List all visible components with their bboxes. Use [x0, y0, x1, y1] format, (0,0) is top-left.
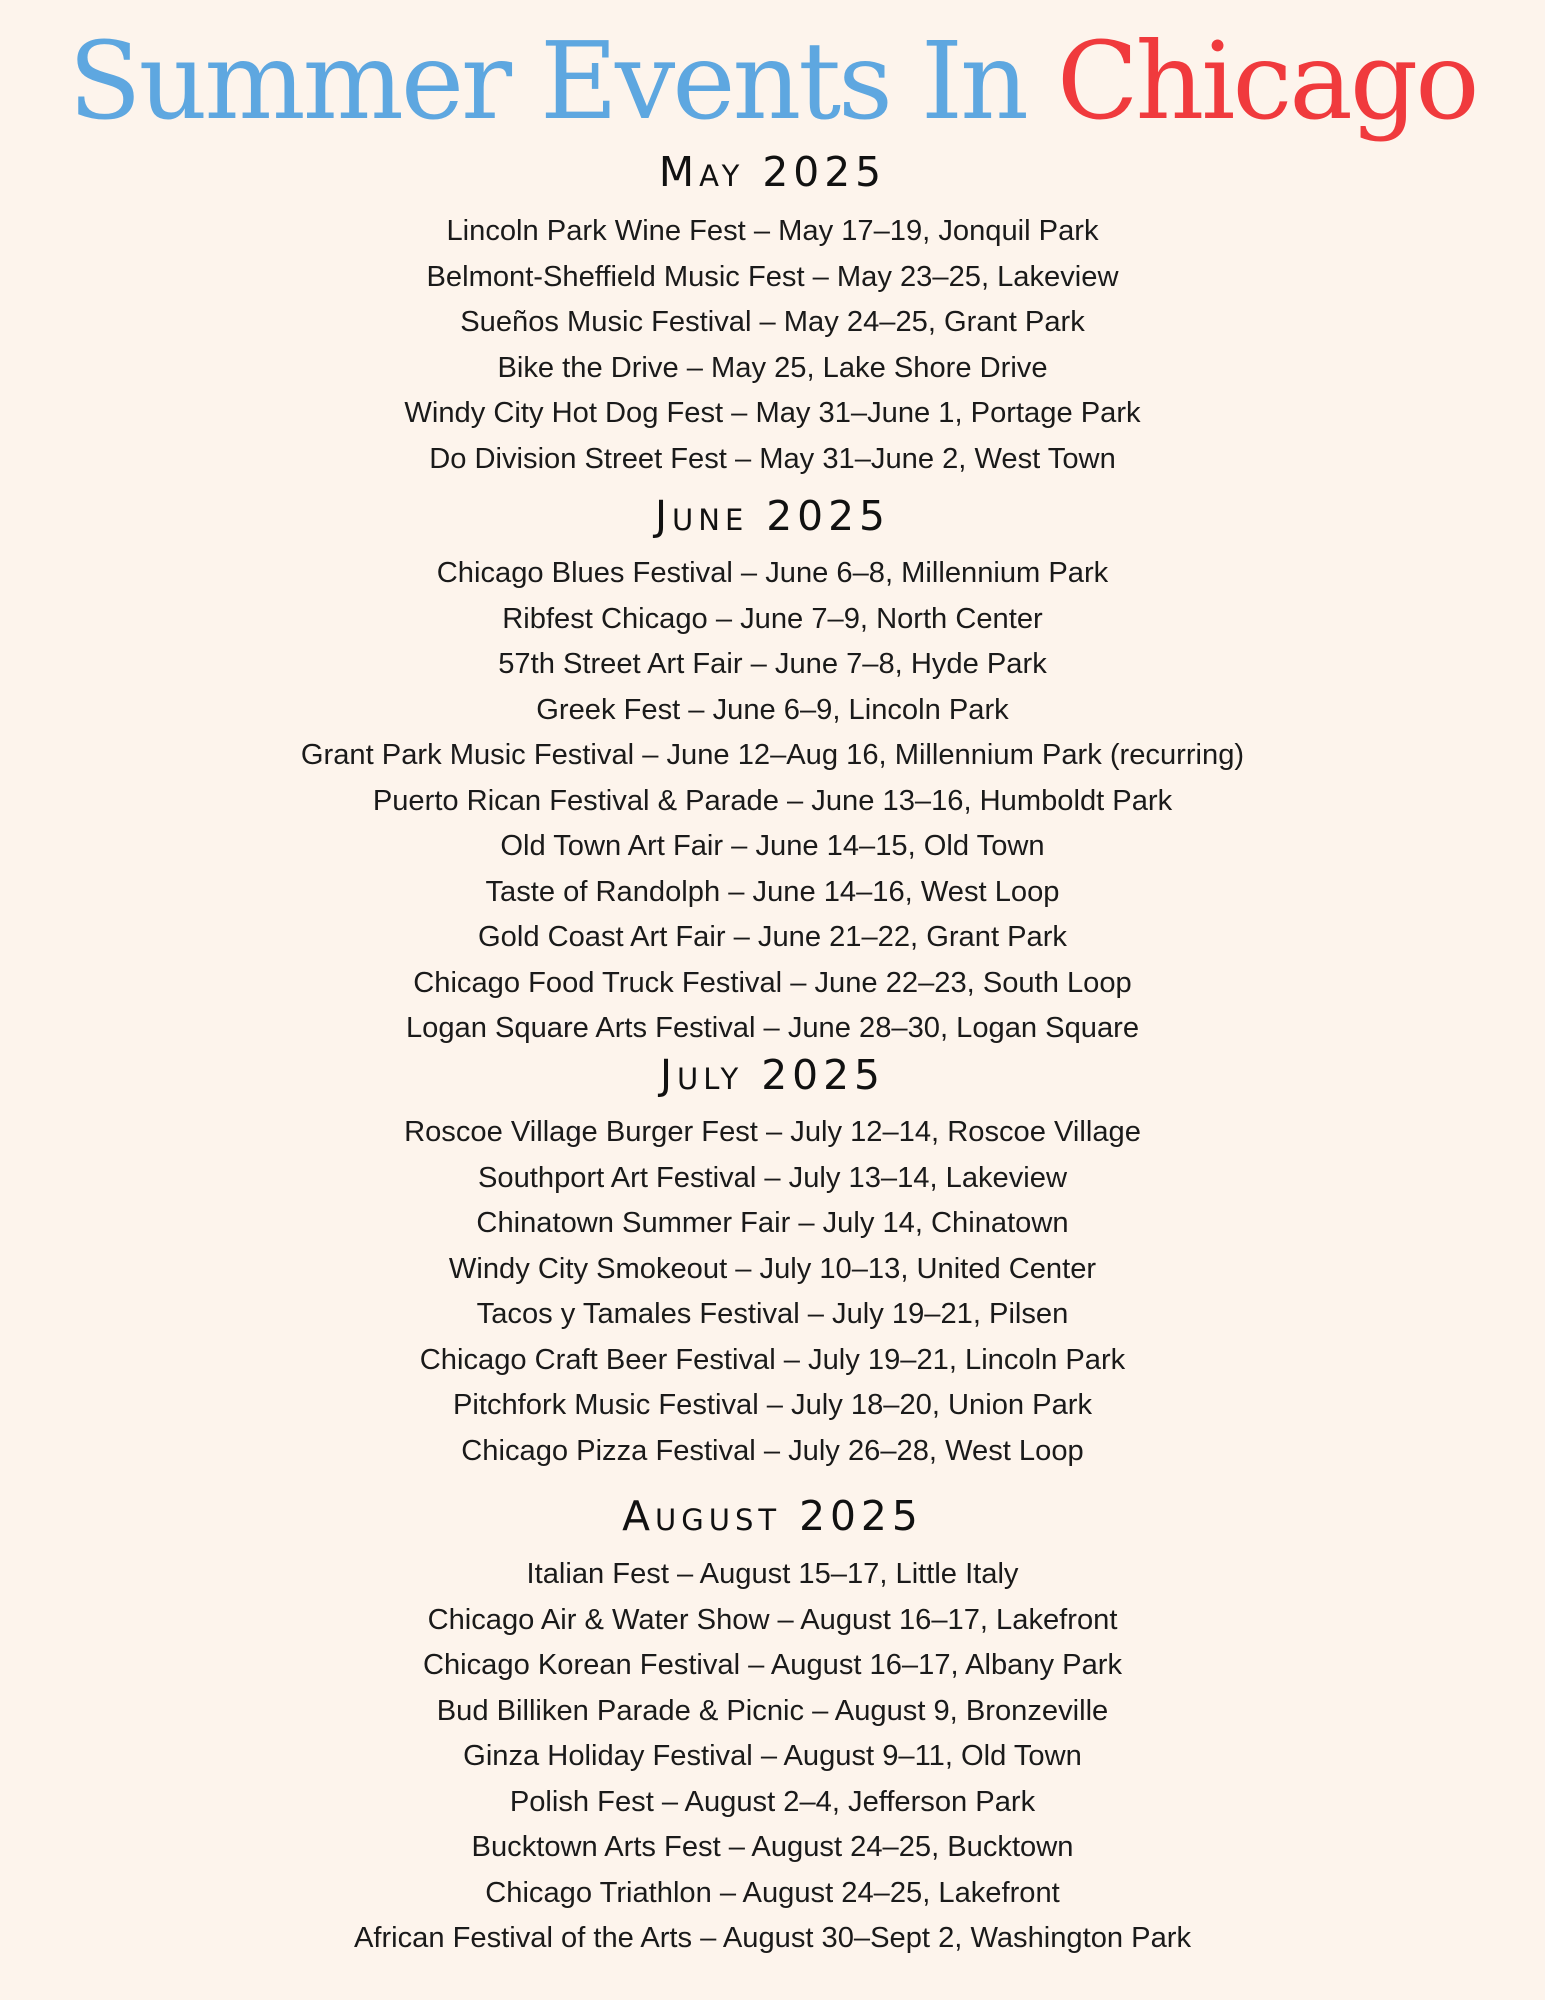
event-list-may: [0, 209, 1545, 482]
event-item: Taste of Randolph – June 14–16, West Loop: [485, 875, 1060, 908]
event-item: Bucktown Arts Fest – August 24–25, Bucktown: [471, 1831, 1074, 1863]
title-chicago: Chicago: [1056, 20, 1477, 144]
event-item: Chicago Triathlon – August 24–25, Lakefront: [485, 1876, 1060, 1909]
event-item: Greek Fest – June 6–9, Lincoln Park: [536, 693, 1009, 726]
event-item: African Festival of the Arts – August 30–Sept 2, Washington Park: [353, 1922, 1192, 1954]
event-item: Logan Square Arts Festival – June 28–30, Logan Square: [405, 1012, 1140, 1044]
page-title: [0, 12, 1545, 152]
title-summer-events-in: Summer Events In: [68, 20, 1057, 144]
event-item: Lincoln Park Wine Fest – May 17–19, Jonquil Park: [446, 215, 1099, 247]
event-item: Chicago Pizza Festival – July 26–28, West Loop: [461, 1434, 1084, 1467]
event-item: Italian Fest – August 15–17, Little Italy: [526, 1558, 1019, 1590]
event-item: Grant Park Music Festival – June 12–Aug 16, Millennium Park (recurring): [300, 739, 1245, 771]
event-item: Chicago Craft Beer Festival – July 19–21, Lincoln Park: [419, 1343, 1126, 1376]
month-heading-august: August 2025: [622, 1492, 923, 1540]
event-item: Southport Art Festival – July 13–14, Lakeview: [478, 1161, 1067, 1194]
month-heading-july: July 2025: [660, 1051, 885, 1099]
event-item: Roscoe Village Burger Fest – July 12–14, Roscoe Village: [404, 1116, 1141, 1148]
event-item: Sueños Music Festival – May 24–25, Grant Park: [460, 306, 1085, 338]
event-list-july: [0, 1110, 1545, 1474]
event-item: Do Division Street Fest – May 31–June 2, West Town: [429, 442, 1116, 475]
event-item: Chinatown Summer Fair – July 14, Chinatown: [476, 1207, 1069, 1239]
event-item: Chicago Food Truck Festival – June 22–23, South Loop: [413, 966, 1132, 999]
event-item: Pitchfork Music Festival – July 18–20, Union Park: [452, 1389, 1093, 1421]
event-item: Ribfest Chicago – June 7–9, North Center: [502, 602, 1043, 635]
event-item: Bike the Drive – May 25, Lake Shore Drive: [497, 351, 1048, 384]
month-heading-june: June 2025: [655, 492, 890, 540]
event-item: Polish Fest – August 2–4, Jefferson Park: [509, 1785, 1036, 1818]
event-item: Old Town Art Fair – June 14–15, Old Town: [500, 830, 1045, 862]
event-item: Chicago Blues Festival – June 6–8, Millennium Park: [436, 557, 1109, 589]
event-item: Belmont-Sheffield Music Fest – May 23–25, Lakeview: [426, 260, 1119, 293]
event-list-june: [0, 551, 1545, 1052]
event-item: Windy City Hot Dog Fest – May 31–June 1, Portage Park: [404, 397, 1141, 429]
event-list-august: [0, 1552, 1545, 1962]
month-heading-may: May 2025: [658, 148, 887, 196]
event-item: Puerto Rican Festival & Parade – June 13–16, Humboldt Park: [372, 784, 1173, 817]
event-item: Bud Billiken Parade & Picnic – August 9, Bronzeville: [436, 1694, 1109, 1727]
event-item: Windy City Smokeout – July 10–13, United Center: [448, 1252, 1097, 1285]
event-item: Tacos y Tamales Festival – July 19–21, Pilsen: [476, 1298, 1069, 1330]
event-item: 57th Street Art Fair – June 7–8, Hyde Park: [498, 648, 1047, 680]
event-item: Chicago Air & Water Show – August 16–17, Lakefront: [427, 1603, 1118, 1636]
event-item: Chicago Korean Festival – August 16–17, Albany Park: [422, 1649, 1123, 1681]
event-item: Gold Coast Art Fair – June 21–22, Grant Park: [478, 921, 1067, 953]
event-item: Ginza Holiday Festival – August 9–11, Old Town: [463, 1740, 1082, 1772]
